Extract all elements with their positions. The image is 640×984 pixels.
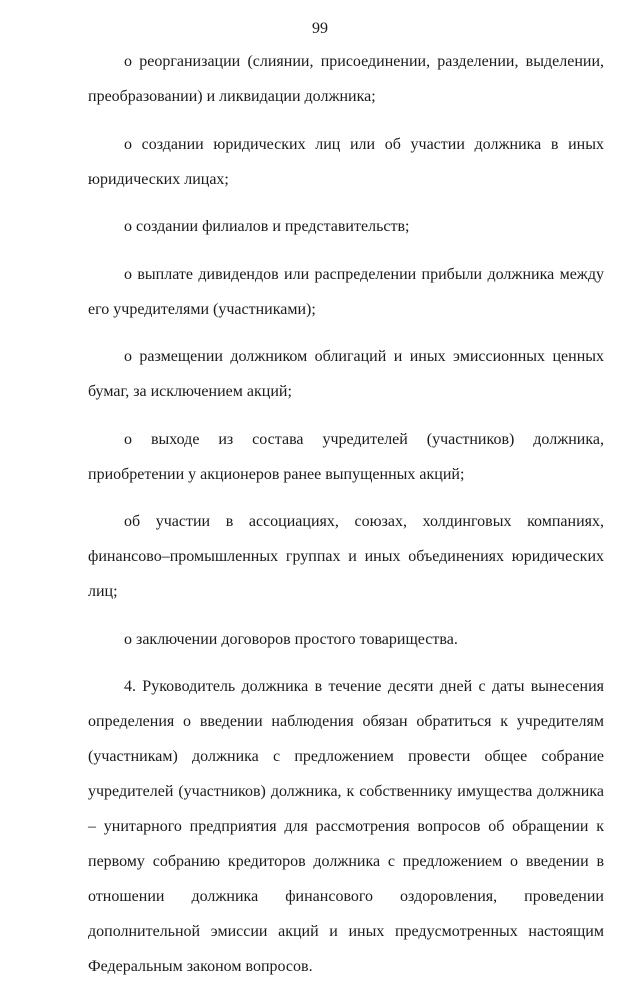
paragraph-withdrawal: о выходе из состава учредителей (участников) должника, приобретении у акционеров ранее выпущенных акций; xyxy=(88,430,604,483)
paragraph-associations: об участии в ассоциациях, союзах, холдинговых компаниях, финансово–промышленных группах и иных объединениях юридических лиц; xyxy=(88,513,604,600)
document-body xyxy=(88,44,604,984)
paragraph-partnership: о заключении договоров простого товарищества. xyxy=(124,630,458,648)
paragraph-legal-entities: о создании юридических лиц или об участии должника в иных юридических лицах; xyxy=(88,135,604,188)
paragraph-dividends: о выплате дивидендов или распределении прибыли должника между его учредителями (участниками); xyxy=(88,265,604,318)
paragraph-bonds: о размещении должником облигаций и иных эмиссионных ценных бумаг, за исключением акций; xyxy=(88,348,604,400)
paragraph-reorganization: о реорганизации (слиянии, присоединении, разделении, выделении, преобразовании) и ликвидации должника; xyxy=(88,53,604,105)
paragraph-item-4: 4. Руководитель должника в течение десяти дней с даты вынесения определения о введении наблюдения обязан обратиться к учредителям (участникам) должника с предложением провести общее собрание учредителей (участников) должника, к собственнику имущества должника – унитарного предприятия для рассмотрения вопросов об обращении к первому собранию кредиторов должника с предложением о введении в отношении должника финансового оздоровления, проведении дополнительной эмиссии акций и иных предусмотренных настоящим Федеральным законом вопросов. xyxy=(88,678,604,975)
page-number: 99 xyxy=(312,20,328,37)
paragraph-branches: о создании филиалов и представительств; xyxy=(124,218,410,235)
